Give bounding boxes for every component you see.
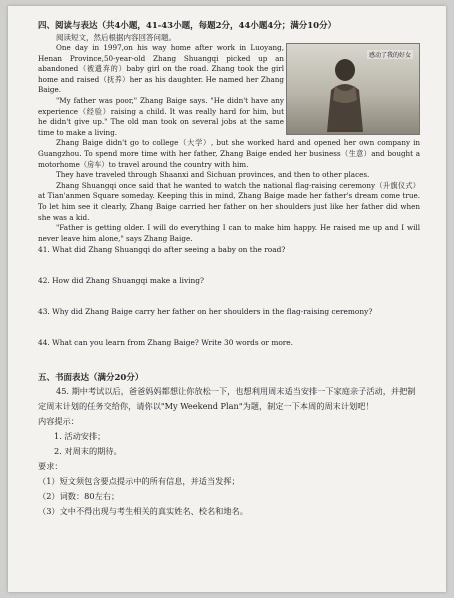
question-41: 41. What did Zhang Shuangqi do after seeing a baby on the road?	[38, 245, 286, 255]
passage-paragraph-4: They have traveled through Shaanxi and Sichuan provinces, and then to other places.	[56, 170, 370, 180]
reading-passage	[38, 43, 420, 138]
question-42: 42. How did Zhang Shuangqi make a living?	[38, 276, 205, 286]
exam-page	[8, 6, 446, 592]
requirement-item: （1）短文须包含要点提示中的所有信息，并适当发挥；	[38, 476, 240, 487]
answer-space	[38, 255, 420, 275]
person-photo-icon	[317, 56, 373, 132]
passage-paragraph-5: Zhang Shuangqi once said that he wanted to watch the national flag-raising ceremony（升旗仪式）at Tian'anmen Square someday. Keeping this in mind, Zhang Baige made her father's dream come true. To let him see it clearly, Zhang Baige carried her father on her shoulders just like her father did when she was a kid.	[38, 180, 420, 222]
question-44: 44. What can you learn from Zhang Baige? Write 30 words or more.	[38, 338, 294, 348]
requirement-item: （3）文中不得出现与考生相关的真实姓名、校名和地名。	[38, 506, 248, 517]
exam-content	[38, 20, 420, 519]
hint-item: 1. 活动安排；	[54, 431, 106, 442]
passage-photo	[286, 43, 420, 135]
requirements-title: 要求：	[38, 461, 63, 472]
answer-space	[38, 286, 420, 306]
hint-item: 2. 对周末的期待。	[54, 446, 122, 457]
hints-title: 内容提示：	[38, 416, 79, 427]
requirement-item: （2）词数：80左右；	[38, 491, 120, 502]
photo-caption: 感动了我的好女	[368, 52, 411, 59]
section4-title: 四、阅读与表达（共4小题，41-43小题，每题2分，44小题4分；满分10分）	[38, 21, 337, 31]
passage-paragraph-6: "Father is getting older. I will do everything I can to make him happy. He raised me up and I will never leave him alone," says Zhang Baige.	[38, 223, 420, 243]
answer-space	[38, 317, 420, 337]
question-43: 43. Why did Zhang Baige carry her father on her shoulders in the flag-raising ceremony?	[38, 307, 373, 317]
passage-paragraph-2: "My father was poor," Zhang Baige says. "He didn't have any experience（经验）raising a child. It was really hard for him, but he didn't give up." The old man took on several jobs at the same time to make a living.	[38, 95, 284, 137]
section4-instruction: 阅读短文，然后根据内容回答问题。	[56, 33, 176, 42]
passage-paragraph-3: Zhang Baige didn't go to college（大学）, but she worked hard and opened her own company in Guangzhou. To spend more time with her father, Zhang Baige ended her business（生意）and bought a motorhome（房车）to travel around the country with him.	[38, 138, 420, 169]
passage-paragraph-1: One day in 1997,on his way home after work in Luoyang, Henan Province,50-year-old Zhang Shuangqi picked up an abandoned（被遗弃的）baby girl on the road. Zhang took the girl home and raised（抚养）her as his daughter. He named her Zhang Baige.	[38, 43, 284, 95]
answer-space	[38, 348, 420, 372]
writing-prompt: 45. 期中考试以后，爸爸妈妈都想让你放松一下，也想利用周末适当安排一下家庭亲子活动，并把制定周末计划的任务交给你，请你以"My Weekend Plan"为题，制定一下本周的周末计划吧！	[38, 386, 416, 412]
section5-title: 五、书面表达（满分20分）	[38, 373, 144, 384]
